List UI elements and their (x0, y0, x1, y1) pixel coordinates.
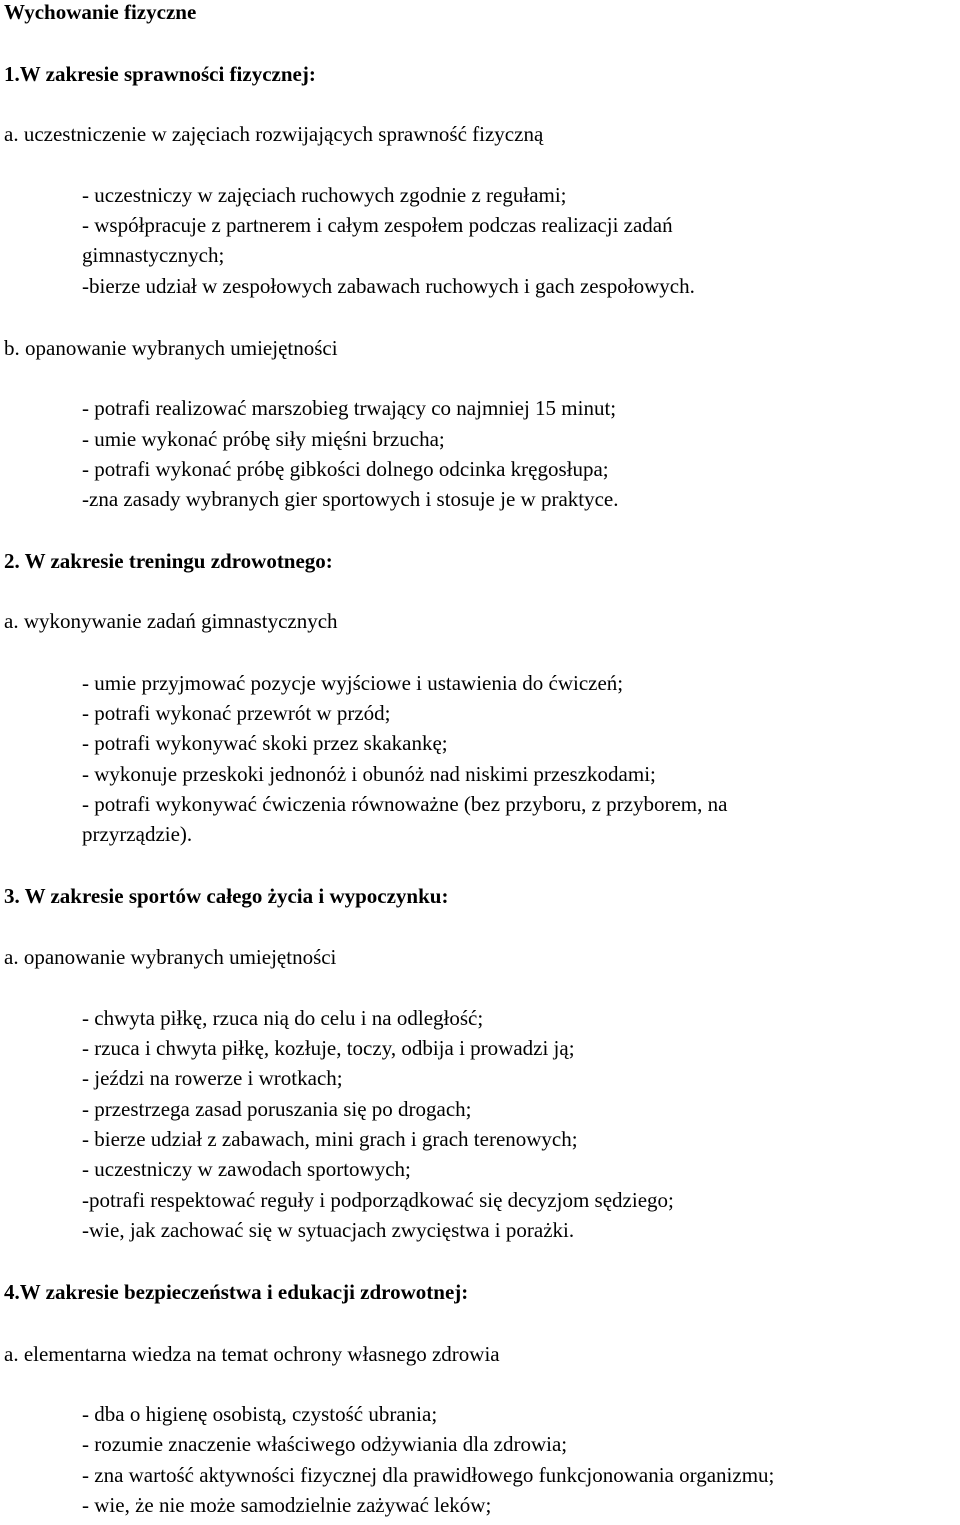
list-item: - umie przyjmować pozycje wyjściowe i ustawienia do ćwiczeń; (82, 671, 624, 695)
list-item: - umie wykonać próbę siły mięśni brzucha; (82, 427, 445, 451)
subsection-label: a. uczestniczenie w zajęciach rozwijających sprawność fizyczną (4, 122, 544, 146)
section-heading: 1.W zakresie sprawności fizycznej: (4, 62, 316, 86)
list-item: - jeździ na rowerze i wrotkach; (82, 1066, 343, 1090)
section-heading: 3. W zakresie sportów całego życia i wypoczynku: (4, 884, 449, 908)
list-item: - współpracuje z partnerem i całym zespołem podczas realizacji zadań (82, 213, 673, 237)
list-item: - przestrzega zasad poruszania się po drogach; (82, 1097, 472, 1121)
subsection-label: a. wykonywanie zadań gimnastycznych (4, 609, 338, 633)
list-item: - rzuca i chwyta piłkę, kozłuje, toczy, odbija i prowadzi ją; (82, 1036, 575, 1060)
list-item: przyrządzie). (82, 822, 193, 846)
section-heading: 2. W zakresie treningu zdrowotnego: (4, 549, 333, 573)
list-item: - wie, że nie może samodzielnie zażywać leków; (82, 1493, 492, 1517)
subsection-label: b. opanowanie wybranych umiejętności (4, 336, 338, 360)
section-heading: 4.W zakresie bezpieczeństwa i edukacji zdrowotnej: (4, 1280, 469, 1304)
list-item: - potrafi wykonywać ćwiczenia równoważne (bez przyboru, z przyborem, na (82, 792, 728, 816)
list-item: - uczestniczy w zawodach sportowych; (82, 1157, 411, 1181)
list-item: - potrafi wykonać próbę gibkości dolnego odcinka kręgosłupa; (82, 457, 609, 481)
list-item: - chwyta piłkę, rzuca nią do celu i na odległość; (82, 1006, 484, 1030)
list-item: - bierze udział z zabawach, mini grach i grach terenowych; (82, 1127, 578, 1151)
list-item: - uczestniczy w zajęciach ruchowych zgodnie z regułami; (82, 183, 567, 207)
list-item: -zna zasady wybranych gier sportowych i stosuje je w praktyce. (82, 487, 619, 511)
list-item: - zna wartość aktywności fizycznej dla prawidłowego funkcjonowania organizmu; (82, 1463, 775, 1487)
document-title: Wychowanie fizyczne (4, 0, 197, 24)
list-item: -potrafi respektować reguły i podporządkować się decyzjom sędziego; (82, 1188, 674, 1212)
subsection-label: a. opanowanie wybranych umiejętności (4, 945, 337, 969)
list-item: -bierze udział w zespołowych zabawach ruchowych i gach zespołowych. (82, 274, 695, 298)
list-item: - potrafi realizować marszobieg trwający co najmniej 15 minut; (82, 396, 617, 420)
subsection-label: a. elementarna wiedza na temat ochrony własnego zdrowia (4, 1342, 500, 1366)
list-item: - potrafi wykonać przewrót w przód; (82, 701, 391, 725)
list-item: - potrafi wykonywać skoki przez skakankę; (82, 731, 448, 755)
list-item: -wie, jak zachować się w sytuacjach zwycięstwa i porażki. (82, 1218, 575, 1242)
list-item: - wykonuje przeskoki jednonóż i obunóż nad niskimi przeszkodami; (82, 762, 656, 786)
list-item: - rozumie znaczenie właściwego odżywiania dla zdrowia; (82, 1432, 568, 1456)
list-item: gimnastycznych; (82, 243, 225, 267)
list-item: - dba o higienę osobistą, czystość ubrania; (82, 1402, 438, 1426)
